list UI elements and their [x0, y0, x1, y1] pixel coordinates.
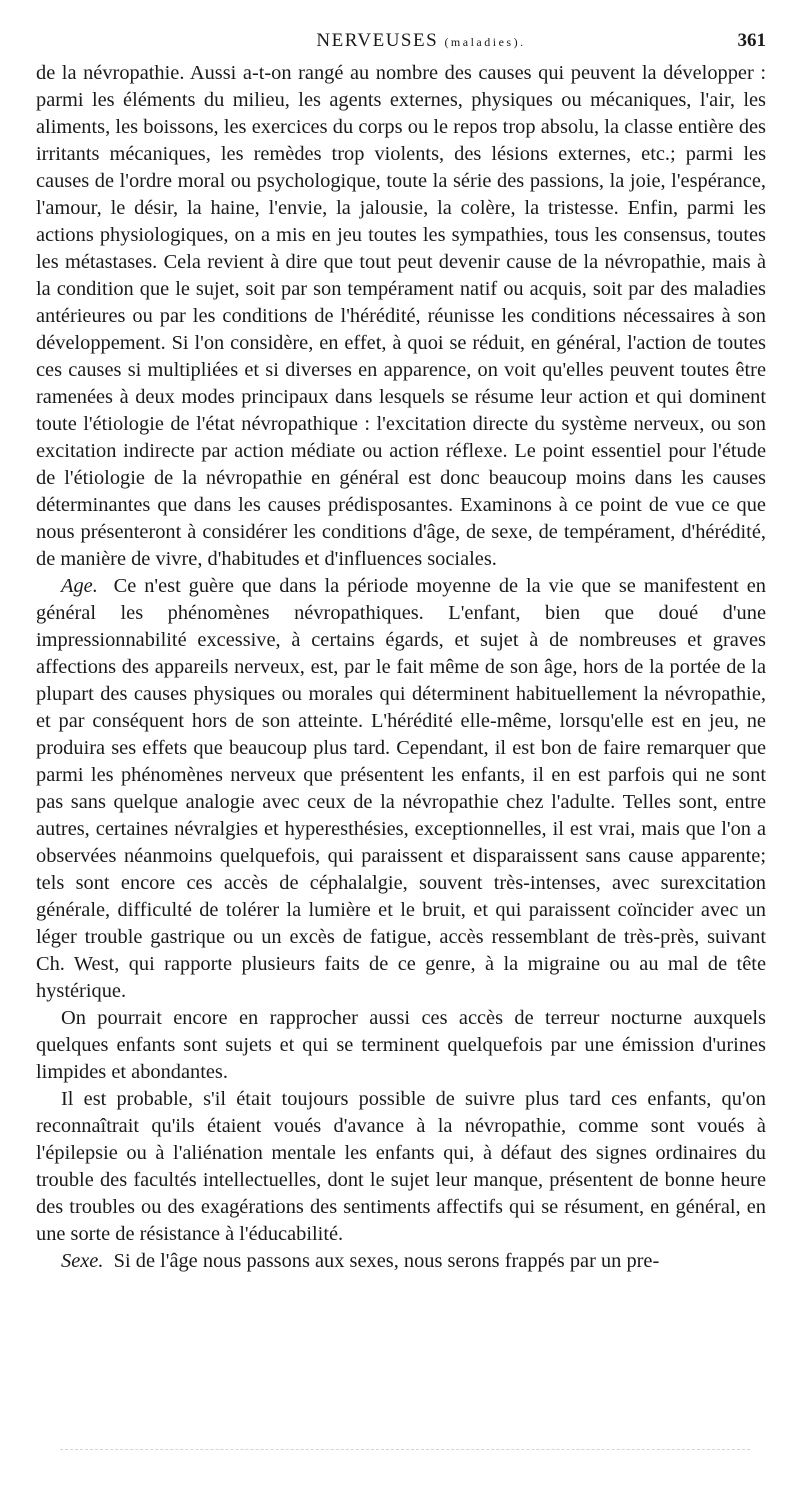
- page: [36, 30, 766, 1275]
- running-title-main: NERVEUSES: [316, 30, 439, 51]
- paragraph-1: de la névropathie. Aussi a-t-on rangé au nombre des causes qui peuvent la développer : parmi les éléments du milieu, les agents externes, physiques ou mécaniques, l'air, les aliments, les boissons, les exercices du corps ou le repos trop absolu, la classe entière des irritants mécaniques, les remèdes trop violents, des lésions externes, etc.; parmi les causes de l'ordre moral ou psychologique, toute la série des passions, la joie, l'espérance, l'amour, le désir, la haine, l'envie, la jalousie, la colère, la tristesse. Enfin, parmi les actions physiologiques, on a mis en jeu toutes les sympathies, tous les consensus, toutes les métastases. Cela revient à dire que tout peut devenir cause de la névropathie, mais à la condition que le sujet, soit par son tempérament natif ou acquis, soit par des maladies antérieures ou par les conditions de l'hérédité, réunisse les conditions nécessaires à son développement. Si l'on considère, en effet, à quoi se réduit, en général, l'action de toutes ces causes si multipliées et si diverses en apparence, on voit qu'elles peuvent toutes être ramenées à deux modes principaux dans lesquels se résume leur action et qui dominent toute l'étiologie de l'état névropathique : l'excitation directe du système nerveux, ou son excitation indirecte par action médiate ou action réflexe. Le point essentiel pour l'étude de l'étiologie de la névropathie en général est donc beaucoup moins dans les causes déterminantes que dans les causes prédisposantes. Examinons à ce point de vue ce que nous présenteront à considérer les conditions d'âge, de sexe, de tempérament, d'hérédité, de manière de vivre, d'habitudes et d'influences sociales.: [36, 62, 766, 570]
- paragraph-age: [36, 573, 766, 1005]
- paragraph-sexe-text: Si de l'âge nous passons aux sexes, nous serons frappés par un pre-: [113, 1250, 660, 1272]
- paragraph-3: On pourrait encore en rapprocher aussi ces accès de terreur nocturne auxquels quelques enfants sont sujets et qui se terminent quelquefois par une émission d'urines limpides et abondantes.: [36, 1007, 766, 1083]
- running-head: [36, 30, 766, 60]
- scan-artifact-divider: [60, 1449, 750, 1450]
- page-number: 361: [737, 30, 766, 51]
- paragraph-4: Il est probable, s'il était toujours possible de suivre plus tard ces enfants, qu'on reconnaîtrait qu'ils étaient voués d'avance à la névropathie, comme sont voués à l'épilepsie ou à l'aliénation mentale les enfants qui, à défaut des signes ordinaires du trouble des facultés intellectuelles, dont le sujet leur manque, présentent de bonne heure des troubles ou des exagérations des sentiments affectifs qui se résument, en général, en une sorte de résistance à l'éducabilité.: [36, 1088, 766, 1245]
- section-heading-age: Age.: [61, 575, 98, 597]
- section-heading-sexe: Sexe.: [61, 1250, 104, 1272]
- running-title: [36, 30, 766, 52]
- paragraph-age-text: Ce n'est guère que dans la période moyenne de la vie que se manifestent en général les phénomènes névropathiques. L'enfant, bien que doué d'une impressionnabilité excessive, à certains égards, et sujet à de nombreuses et graves affections des appareils nerveux, est, par le fait même de son âge, hors de la portée de la plupart des causes physiques ou morales qui déterminent habituellement la névropathie, et par conséquent hors de son atteinte. L'hérédité elle-même, lorsqu'elle est en jeu, ne produira ses effets que beaucoup plus tard. Cependant, il est bon de faire remarquer que parmi les phénomènes nerveux que présentent les enfants, il en est parfois qui ne sont pas sans quelque analogie avec ceux de la névropathie chez l'adulte. Telles sont, entre autres, certaines névralgies et hyperesthésies, exceptionnelles, il est vrai, mais que l'on a observées néanmoins quelquefois, qui paraissent et disparaissent sans cause apparente; tels sont encore ces accès de céphalalgie, souvent très-intenses, avec surexcitation générale, difficulté de tolérer la lumière et le bruit, et qui paraissent coïncider avec un léger trouble gastrique ou un excès de fatigue, accès ressemblant de très-près, suivant Ch. West, qui rapporte plusieurs faits de ce genre, à la migraine ou au mal de tête hystérique.: [36, 575, 767, 1002]
- paragraph-sexe: [36, 1248, 766, 1275]
- running-title-sub: (maladies).: [444, 35, 526, 49]
